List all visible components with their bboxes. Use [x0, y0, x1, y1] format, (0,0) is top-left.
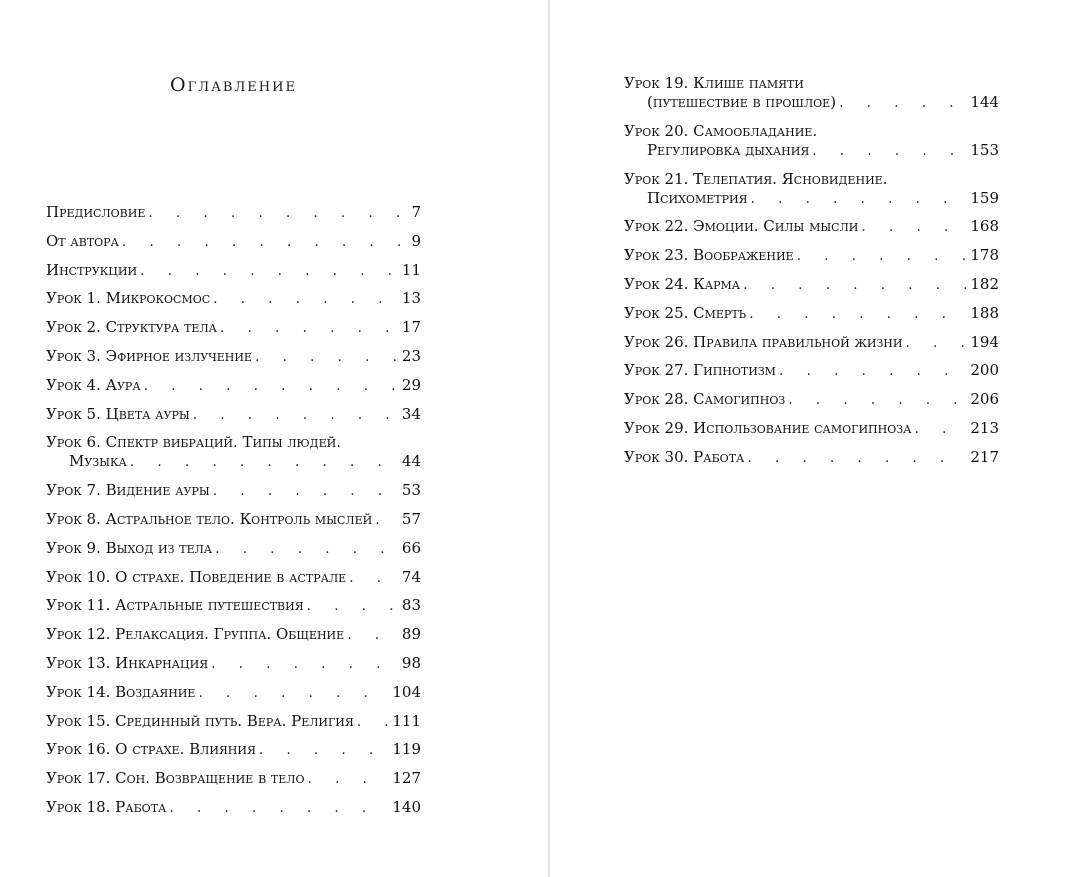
toc-entry	[46, 376, 421, 405]
dot-leader	[198, 684, 388, 702]
toc-entry	[624, 304, 999, 333]
toc-page-number: 159	[970, 188, 999, 207]
toc-entry	[46, 347, 421, 376]
toc-entry-title: Урок 16. О страхе. Влияния	[46, 740, 256, 759]
toc-entry-title: Урок 24. Карма	[624, 274, 741, 293]
dot-leader	[861, 218, 966, 236]
toc-entry-title: Урок 29. Использование самогипноза	[624, 418, 912, 437]
toc-entry	[46, 740, 421, 769]
toc-entry-line	[624, 122, 999, 140]
dot-leader	[747, 449, 966, 467]
toc-entry-title: Музыка	[69, 452, 127, 471]
toc-entry	[624, 333, 999, 362]
toc-entry-line	[46, 510, 421, 528]
toc-entry	[46, 769, 421, 798]
dot-leader	[797, 247, 967, 265]
toc-entry	[624, 217, 999, 246]
toc-entry	[46, 481, 421, 510]
toc-entry-title: Урок 17. Сон. Возвращение в тело	[46, 769, 305, 788]
toc-page-number: 144	[970, 93, 999, 111]
toc-entry	[624, 361, 999, 390]
toc-entry-title: Урок 23. Воображение	[624, 246, 794, 265]
toc-entry-title: Урок 22. Эмоции. Силы мысли	[624, 217, 859, 236]
toc-entry	[46, 510, 421, 539]
toc-right-column	[624, 74, 999, 477]
toc-page-number: 127	[392, 769, 421, 788]
toc-entry-title: Урок 5. Цвета ауры	[46, 404, 190, 423]
toc-page-number: 188	[970, 303, 999, 322]
toc-entry-line	[46, 405, 421, 423]
toc-entry-line	[46, 683, 421, 701]
toc-entry-title: Урок 15. Срединный путь. Вера. Религия	[46, 711, 354, 730]
toc-entry-line	[46, 347, 421, 365]
toc-entry	[46, 683, 421, 712]
toc-page-number: 17	[401, 318, 421, 337]
toc-entry-title: Урок 19. Клише памяти	[624, 74, 804, 92]
dot-leader	[307, 597, 398, 615]
dot-leader	[914, 420, 966, 438]
toc-entry-title: Урок 9. Выход из тела	[46, 538, 213, 557]
toc-page-number: 213	[970, 418, 999, 437]
toc-entry	[46, 203, 421, 232]
toc-page-number: 9	[411, 231, 421, 250]
toc-entry-line	[624, 361, 999, 379]
toc-entry-line	[46, 261, 421, 279]
dot-leader	[743, 276, 966, 294]
toc-page-number: 206	[970, 390, 999, 409]
dot-leader	[349, 569, 398, 587]
toc-entry	[624, 74, 999, 122]
toc-entry-line	[46, 798, 421, 816]
toc-entry-title: Урок 21. Телепатия. Ясновидение.	[624, 169, 888, 188]
toc-page-number: 7	[411, 203, 421, 221]
toc-entry-title: Урок 13. Инкарнация	[46, 653, 209, 672]
toc-page-number: 194	[970, 332, 999, 351]
dot-leader	[215, 540, 398, 558]
toc-entry-title: Урок 11. Астральные путешествия	[46, 596, 304, 615]
toc-page-number: 34	[401, 404, 421, 423]
dot-leader	[259, 741, 389, 759]
toc-entry	[624, 390, 999, 419]
toc-entry-title: Урок 30. Работа	[624, 447, 745, 466]
toc-entry-title: Урок 18. Работа	[46, 797, 167, 816]
toc-page-number: 13	[401, 289, 421, 308]
toc-page-number: 104	[392, 682, 421, 701]
dot-leader	[749, 305, 966, 323]
toc-entry-line	[46, 433, 421, 451]
toc-entry-line	[624, 217, 999, 235]
toc-entry-line	[46, 203, 421, 221]
toc-entry-line	[624, 304, 999, 322]
toc-entry-title: Урок 10. О страхе. Поведение в астрале	[46, 567, 347, 586]
toc-page-number: 168	[970, 217, 999, 236]
toc-page-number: 200	[970, 361, 999, 380]
toc-entry	[46, 625, 421, 654]
toc-entry	[46, 596, 421, 625]
dot-leader	[812, 142, 966, 160]
toc-page-number: 98	[401, 653, 421, 672]
toc-entry	[46, 405, 421, 434]
toc-entry-line	[624, 246, 999, 264]
toc-entry-line	[46, 318, 421, 336]
dot-leader	[779, 362, 966, 380]
toc-entry-line	[624, 390, 999, 408]
toc-entry	[46, 568, 421, 597]
toc-entry-title: Урок 7. Видение ауры	[46, 481, 210, 500]
toc-entry	[46, 289, 421, 318]
dot-leader	[375, 511, 398, 529]
toc-entry-line	[46, 568, 421, 586]
toc-entry-line	[46, 740, 421, 758]
dot-leader	[140, 262, 398, 280]
toc-entry	[624, 246, 999, 275]
toc-entry	[624, 448, 999, 477]
toc-entry	[46, 712, 421, 741]
toc-entry	[46, 539, 421, 568]
toc-entry-title: Урок 12. Релаксация. Группа. Общение	[46, 625, 345, 644]
toc-entry	[46, 318, 421, 347]
toc-page-number: 140	[392, 797, 421, 816]
dot-leader	[906, 334, 967, 352]
toc-entry-title: Урок 14. Воздаяние	[46, 682, 196, 701]
toc-page-number: 11	[401, 260, 421, 279]
toc-entry-line	[46, 481, 421, 499]
toc-entry-title: Урок 20. Самообладание.	[624, 121, 818, 140]
toc-entry	[46, 798, 421, 827]
toc-page-number: 53	[401, 481, 421, 500]
dot-leader	[130, 453, 398, 471]
toc-entry-title: Урок 8. Астральное тело. Контроль мыслей	[46, 509, 373, 528]
dot-leader	[193, 406, 398, 424]
toc-entry-line	[46, 712, 421, 730]
toc-entry-line	[624, 419, 999, 437]
toc-entry-line	[46, 625, 421, 643]
toc-entry-line	[46, 232, 421, 250]
dot-leader	[357, 713, 389, 731]
toc-entry-line	[46, 452, 421, 470]
toc-entry	[624, 122, 999, 170]
toc-entry-line	[624, 189, 999, 207]
dot-leader	[788, 391, 966, 409]
toc-entry-title: Урок 25. Смерть	[624, 303, 747, 322]
toc-page-number: 182	[970, 274, 999, 293]
toc-entry	[624, 275, 999, 304]
toc-entry-line	[624, 74, 999, 92]
toc-entry	[46, 433, 421, 481]
dot-leader	[144, 377, 398, 395]
toc-entry-line	[624, 141, 999, 159]
toc-entry-title: (путешествие в прошлое)	[647, 93, 837, 111]
dot-leader	[255, 348, 398, 366]
toc-entry-line	[624, 170, 999, 188]
toc-entry-title: Психометрия	[647, 188, 748, 207]
toc-entry	[624, 419, 999, 448]
toc-entry-line	[624, 275, 999, 293]
dot-leader	[750, 190, 966, 208]
toc-page-number: 66	[401, 538, 421, 557]
toc-entry-title: Предисловие	[46, 203, 146, 221]
toc-entry-title: Инструкции	[46, 260, 138, 279]
toc-page-number: 29	[401, 375, 421, 394]
toc-page-number: 178	[970, 246, 999, 265]
toc-left-column	[46, 203, 421, 827]
toc-entry-title: Урок 4. Аура	[46, 375, 141, 394]
dot-leader	[307, 770, 388, 788]
dot-leader	[211, 655, 398, 673]
toc-page-number: 111	[392, 711, 421, 730]
toc-entry	[624, 170, 999, 218]
toc-entry-title: От автора	[46, 231, 119, 250]
toc-entry	[46, 261, 421, 290]
toc-entry-title: Урок 3. Эфирное излучение	[46, 346, 252, 365]
toc-page-number: 57	[401, 509, 421, 528]
toc-page-number: 119	[392, 740, 421, 759]
toc-entry	[46, 232, 421, 261]
toc-entry-line	[46, 596, 421, 614]
toc-page-number: 74	[401, 567, 421, 586]
page-gutter	[548, 0, 550, 877]
dot-leader	[839, 94, 966, 112]
toc-entry-line	[46, 539, 421, 557]
dot-leader	[347, 626, 398, 644]
dot-leader	[220, 319, 398, 337]
toc-entry-line	[624, 333, 999, 351]
toc-page-number: 23	[401, 346, 421, 365]
toc-entry-line	[624, 93, 999, 111]
toc-page-number: 217	[970, 447, 999, 466]
toc-page-number: 89	[401, 625, 421, 644]
toc-page-number: 83	[401, 596, 421, 615]
dot-leader	[169, 799, 388, 817]
toc-entry-line	[46, 769, 421, 787]
toc-page-number: 44	[401, 452, 421, 471]
dot-leader	[213, 482, 398, 500]
toc-entry-title: Урок 26. Правила правильной жизни	[624, 332, 903, 351]
toc-entry-line	[46, 376, 421, 394]
toc-entry-title: Урок 27. Гипнотизм	[624, 361, 776, 380]
toc-entry-title: Регулировка дыхания	[647, 140, 810, 159]
dot-leader	[213, 290, 398, 308]
toc-entry-title: Урок 2. Структура тела	[46, 318, 217, 337]
toc-entry-title: Урок 1. Микрокосмос	[46, 289, 211, 308]
toc-entry-line	[624, 448, 999, 466]
dot-leader	[122, 233, 407, 251]
toc-entry-title: Урок 28. Самогипноз	[624, 390, 786, 409]
toc-entry-title: Урок 6. Спектр вибраций. Типы людей.	[46, 433, 341, 452]
dot-leader	[148, 204, 407, 222]
toc-entry-line	[46, 654, 421, 672]
toc-entry	[46, 654, 421, 683]
toc-page-number: 153	[970, 140, 999, 159]
toc-entry-line	[46, 289, 421, 307]
page-title: Оглавление	[170, 74, 297, 96]
